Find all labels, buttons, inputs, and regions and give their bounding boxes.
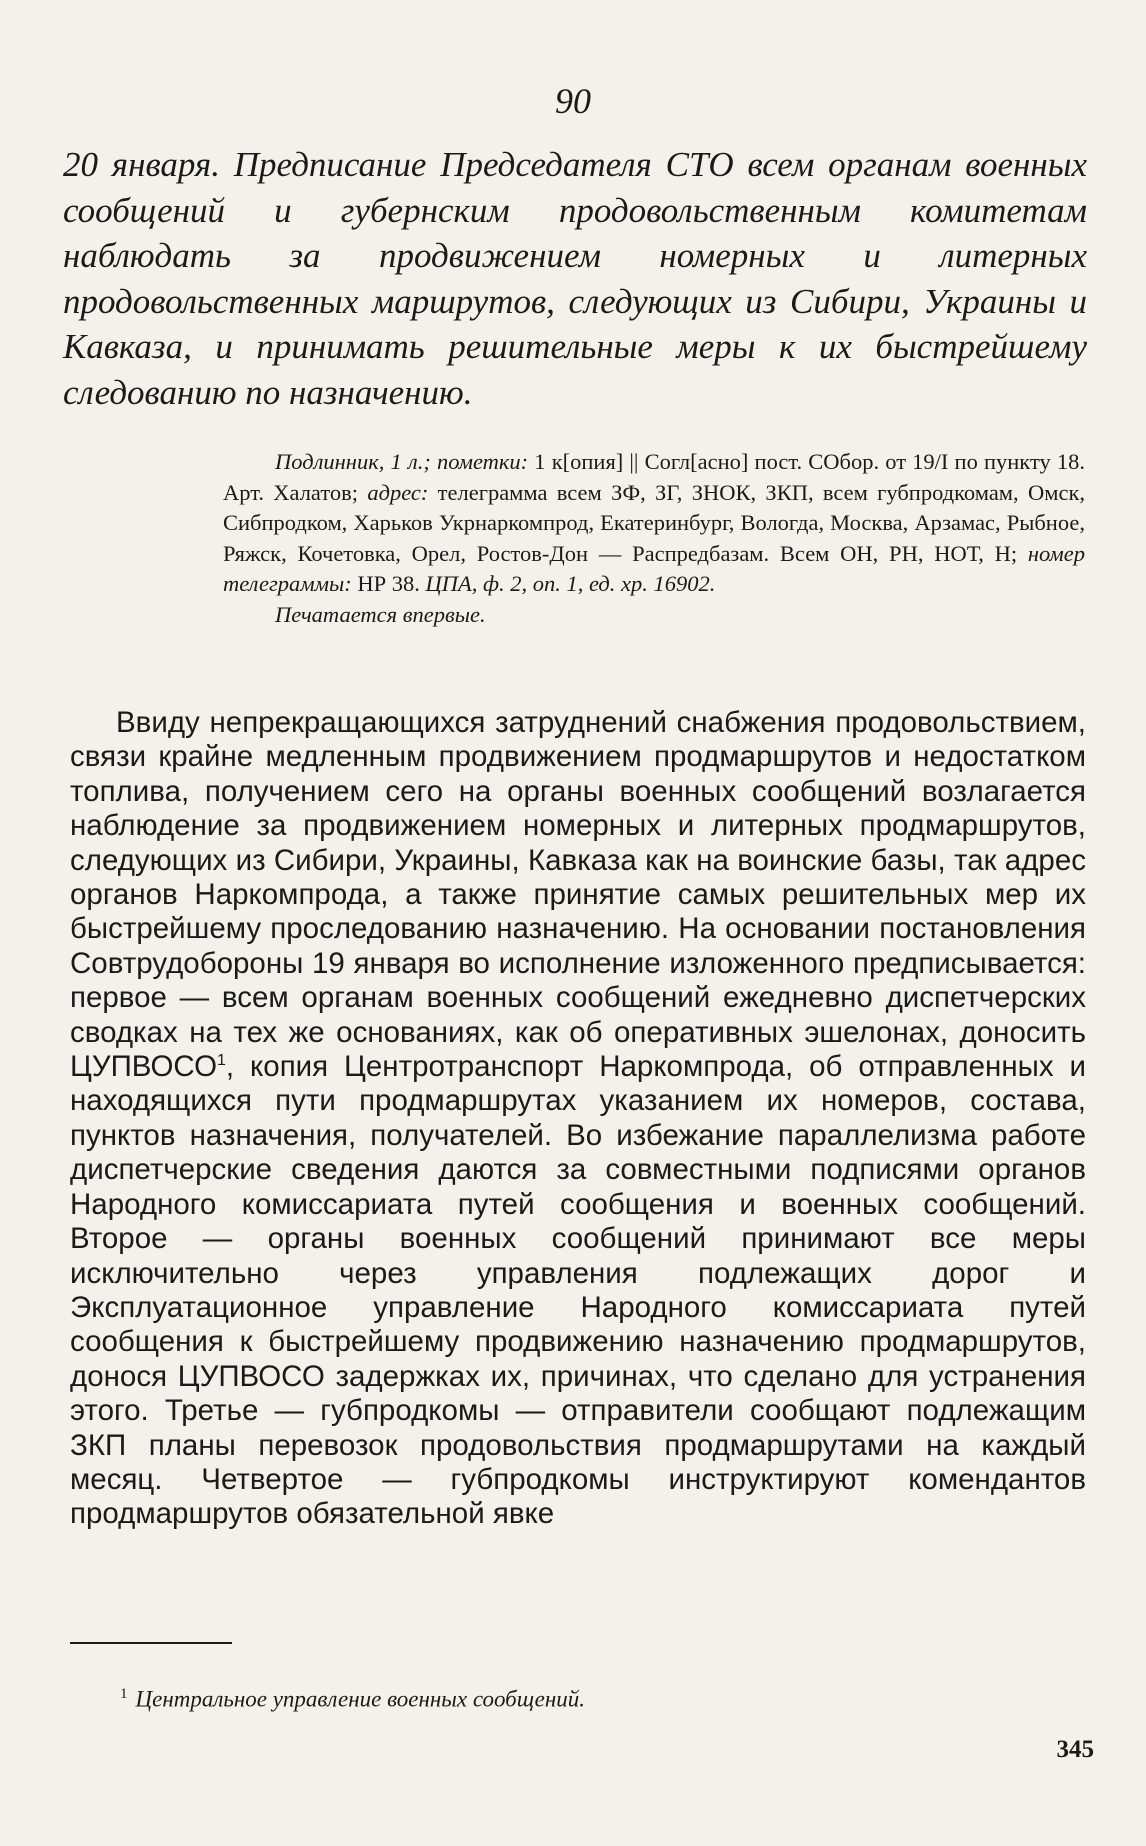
telegram-number: НР 38.: [351, 571, 426, 596]
footnote: [120, 1686, 1020, 1713]
notes-text: 1 к[опия] || Согл[асно] пост. СОбор. от 19/I по пункту 18. Арт. Халатов;: [223, 449, 1085, 505]
printed-first-note: Печатается впервые.: [275, 601, 486, 627]
archival-indent: [223, 449, 275, 474]
footnote-divider: [70, 1642, 232, 1644]
body-part-1: Ввиду непрекращающихся затруднений снабжения продовольствием, связи крайне медленным продвижением продмаршрутов и недостатком топлива, получением сего на органы военных сообщений возлагается наблюдение за продвижением номерных и литерных продмаршрутов, следующих из Сибири, Украины, Кавказа как на воинские базы, так адрес органов Наркомпрода, а также принятие самых решительных мер их быстрейшему проследованию назначению. На основании постановления Совтрудобороны 19 января во исполнение изложенного предписывается: первое — всем органам военных сообщений ежедневно диспетчерских сводках на тех же основаниях, как об оперативных эшелонах, доносить ЦУПВОСО: [70, 706, 1086, 1084]
archival-note: [223, 447, 1085, 630]
footnote-text: Центральное управление военных сообщений.: [135, 1686, 586, 1712]
original-label: Подлинник, 1 л.; пометки:: [275, 449, 529, 474]
archive-reference: ЦПА, ф. 2, оп. 1, ед. хр. 16902.: [425, 571, 716, 596]
document-body: [70, 706, 1086, 1532]
footnote-mark: 1: [120, 1686, 128, 1702]
telegram-label: номер телеграммы:: [223, 540, 1085, 596]
document-number: 90: [555, 81, 591, 121]
body-part-2: , копия Центротранспорт Наркомпрода, об отправленных и находящихся пути продмаршрутах указанием их номеров, состава, пунктов назначения, получателей. Во избежание параллелизма работе диспетчерские сведения даются за совместными подписями органов Народного комиссариата путей сообщения и военных сообщений. Второе — органы военных сообщений принимают все меры исключительно через управления подлежащих дорог и Эксплуатационное управление Народного комиссариата путей сообщения к быстрейшему продвижению назначению продмаршрутов, донося ЦУПВОСО задержках их, причинах, что сделано для устранения этого. Третье — губпродкомы — отправители сообщают подлежащим ЗКП планы перевозок продовольствия продмаршрутами на каждый месяц. Четвертое — губпродкомы инструктируют комендантов продмаршрутов обязательной явке: [70, 1050, 1086, 1531]
page-number: 345: [1056, 1736, 1094, 1763]
document-heading: 20 января. Предписание Председателя СТО всем органам военных сообщений и губернским продовольственным комитетам наблюдать за продвижением номерных и литерных продовольственных маршрутов, следующих из Сибири, Украины и Кавказа, и принимать решительные меры к их быстрейшему следованию по назначению.: [63, 145, 1087, 412]
footnote-reference: 1: [217, 1052, 226, 1070]
address-label: адрес:: [367, 479, 429, 505]
address-text: телеграмма всем ЗФ, ЗГ, ЗНОК, ЗКП, всем губпродкомам, Омск, Сибпродком, Харьков Укрнаркомпрод, Екатеринбург, Вологда, Москва, Арзамас, Рыбное, Ряжск, Кочетовка, Орел, Ростов-Дон — Распредбазам. Всем ОН, РН, НОТ, Н;: [223, 479, 1086, 566]
